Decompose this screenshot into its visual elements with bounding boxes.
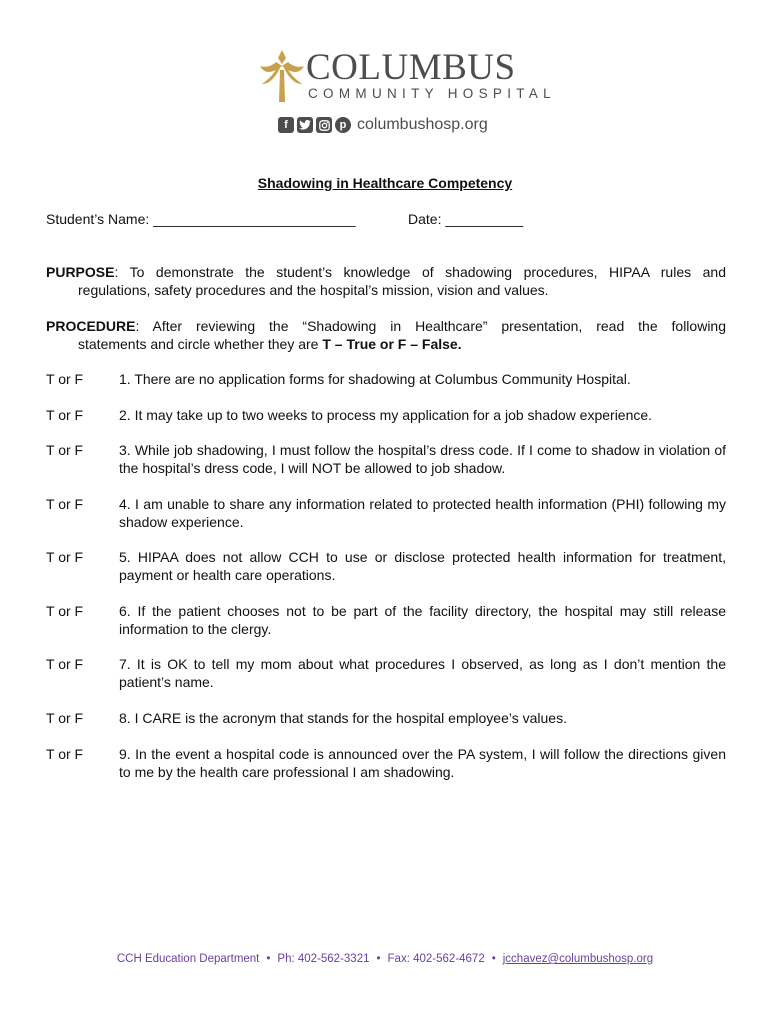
footer-phone: Ph: 402-562-3321 [277, 953, 370, 965]
page-title: Shadowing in Healthcare Competency [257, 175, 513, 191]
website-link[interactable]: columbushosp.org [357, 116, 488, 133]
statement-text: 1. There are no application forms for shadowing at Columbus Community Hospital. [119, 371, 631, 387]
student-name-field[interactable] [46, 210, 356, 228]
twitter-icon[interactable] [297, 117, 313, 133]
statement-text: 9. In the event a hospital code is announced over the PA system, I will follow the directions given to me by the health care professional I am shadowing. [119, 746, 726, 780]
procedure-answer-key: T – True or F – False. [322, 336, 462, 352]
tf-choice[interactable]: T or F [46, 407, 84, 423]
footer-fax: Fax: 402-562-4672 [387, 953, 485, 965]
tf-choice[interactable]: T or F [46, 710, 84, 726]
statement-text: 7. It is OK to tell my mom about what procedures I observed, as long as I don’t mention the patient’s name. [119, 656, 726, 690]
purpose-section [46, 263, 726, 299]
statement-text: 6. If the patient chooses not to be part of the facility directory, the hospital may still release information to the clergy. [119, 603, 726, 637]
logo-name: COLUMBUS [306, 47, 516, 88]
procedure-text-cont: statements and circle whether they are [78, 336, 323, 352]
footer-contact [0, 951, 770, 967]
instagram-icon[interactable] [316, 117, 332, 133]
date-blank[interactable]: __________ [445, 211, 524, 227]
tf-choice[interactable]: T or F [46, 656, 84, 672]
bullet-separator: • [266, 953, 271, 965]
statement-text: 3. While job shadowing, I must follow the hospital’s dress code. If I come to shadow in violation of the hospital’s dress code, I will NOT be allowed to job shadow. [119, 442, 726, 476]
date-label: Date: [408, 211, 442, 227]
social-bar [278, 116, 488, 134]
procedure-text: : After reviewing the “Shadowing in Healthcare” presentation, read the following [135, 318, 726, 334]
tf-choice[interactable]: T or F [46, 371, 84, 387]
statement-text: 2. It may take up to two weeks to process my application for a job shadow experience. [119, 407, 653, 423]
tf-choice[interactable]: T or F [46, 442, 84, 458]
tf-choice[interactable]: T or F [46, 496, 84, 512]
procedure-section [46, 317, 726, 353]
statement-text: 8. I CARE is the acronym that stands for the hospital employee’s values. [119, 710, 567, 726]
tf-choice[interactable]: T or F [46, 603, 84, 619]
statement-text: 5. HIPAA does not allow CCH to use or disclose protected health information for treatment, payment or health care operations. [119, 549, 726, 583]
purpose-text-cont: regulations, safety procedures and the hospital’s mission, vision and values. [78, 282, 549, 298]
student-name-blank[interactable]: __________________________ [153, 211, 356, 227]
date-field[interactable] [408, 210, 523, 228]
facebook-icon[interactable]: f [278, 117, 294, 133]
statement-text: 4. I am unable to share any information related to protected health information (PHI) following my shadow experience. [119, 496, 726, 530]
bullet-separator: • [491, 953, 496, 965]
logo-wheat-mark [258, 44, 306, 106]
purpose-text: : To demonstrate the student’s knowledge of shadowing procedures, HIPAA rules and [114, 264, 726, 280]
logo-subtitle: COMMUNITY HOSPITAL [308, 86, 556, 101]
pinterest-icon[interactable]: p [335, 117, 351, 133]
tf-choice[interactable]: T or F [46, 746, 84, 762]
procedure-label: PROCEDURE [46, 318, 136, 334]
student-name-label: Student’s Name: [46, 211, 150, 227]
footer-department: CCH Education Department [116, 953, 260, 965]
footer-email-link[interactable]: jcchavez@columbushosp.org [502, 953, 654, 965]
bullet-separator: • [376, 953, 381, 965]
purpose-label: PURPOSE [46, 264, 115, 280]
tf-choice[interactable]: T or F [46, 549, 84, 565]
